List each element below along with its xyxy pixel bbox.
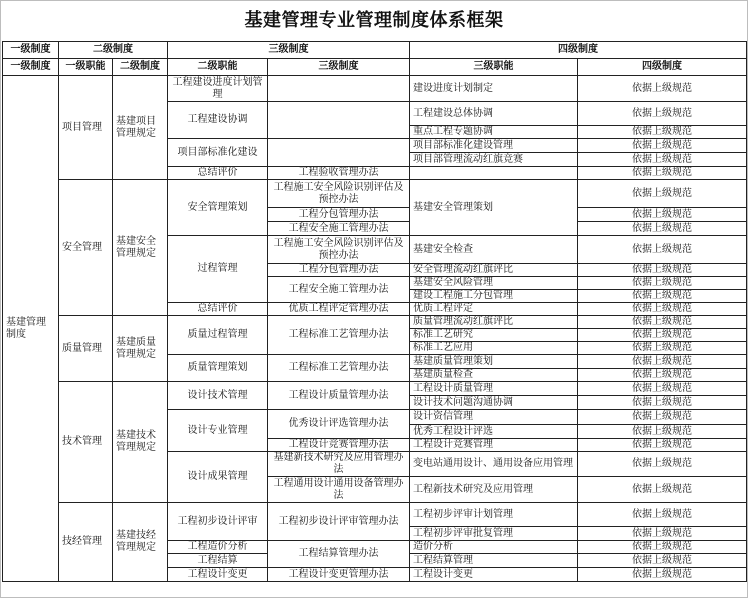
level4-regulation-cell: 依据上级规范 [578,76,747,102]
header-cell: 一级制度 [3,59,59,76]
level2-function-cell: 工程结算 [168,554,268,568]
header-cell: 二级职能 [168,59,268,76]
header-cell: 三级职能 [410,59,578,76]
level1-function-cell: 技术管理 [59,382,113,503]
table-row [3,76,747,102]
level4-regulation-cell: 依据上级规范 [578,277,747,290]
level4-regulation-cell: 依据上级规范 [578,342,747,355]
level3-function-cell: 工程初步评审批复管理 [410,527,578,541]
level2-function-cell: 质量管理策划 [168,355,268,382]
level3-function-cell: 基建安全检查 [410,236,578,264]
level3-regulation-cell: 工程通用设计通用设备管理办法 [268,477,410,503]
level1-regulation-cell: 基建管理制度 [3,76,59,582]
level3-function-cell: 工程初步评审计划管理 [410,503,578,527]
level4-regulation-cell: 依据上级规范 [578,554,747,568]
level3-function-cell: 基建质量检查 [410,369,578,382]
level4-regulation-cell: 依据上级规范 [578,396,747,410]
level3-function-cell: 建设进度计划制定 [410,76,578,102]
level3-regulation-cell [268,102,410,139]
level3-regulation-cell: 工程分包管理办法 [268,208,410,222]
level1-function-cell: 安全管理 [59,180,113,316]
header-cell: 一级制度 [3,42,59,59]
level3-function-cell: 工程设计竞赛管理 [410,439,578,452]
level3-regulation-cell: 工程安全施工管理办法 [268,222,410,236]
level3-function-cell: 工程设计质量管理 [410,382,578,396]
level4-regulation-cell: 依据上级规范 [578,439,747,452]
level3-function-cell: 安全管理流动红旗评比 [410,264,578,277]
level2-function-cell: 安全管理策划 [168,180,268,236]
level3-regulation-cell: 优秀设计评选管理办法 [268,410,410,439]
level4-regulation-cell: 依据上级规范 [578,222,747,236]
level4-regulation-cell: 依据上级规范 [578,410,747,425]
level2-regulation-cell: 基建质量管理规定 [113,316,168,382]
level3-regulation-cell: 工程验收管理办法 [268,167,410,180]
level2-function-cell: 总结评价 [168,167,268,180]
level3-function-cell: 工程设计变更 [410,568,578,582]
level4-regulation-cell: 依据上级规范 [578,139,747,153]
level3-function-cell: 工程结算管理 [410,554,578,568]
level2-function-cell: 总结评价 [168,303,268,316]
level4-regulation-cell: 依据上级规范 [578,541,747,554]
level3-function-cell: 造价分析 [410,541,578,554]
level3-function-cell: 项目部标准化建设管理 [410,139,578,153]
level4-regulation-cell: 依据上级规范 [578,527,747,541]
level3-regulation-cell: 工程施工安全风险识别评估及预控办法 [268,236,410,264]
level4-regulation-cell: 依据上级规范 [578,290,747,303]
level2-function-cell: 项目部标准化建设 [168,139,268,167]
level2-regulation-cell: 基建安全管理规定 [113,180,168,316]
level1-function-cell: 项目管理 [59,76,113,180]
system-framework-table [2,41,747,582]
level3-function-cell: 基建安全管理策划 [410,180,578,236]
level3-regulation-cell [268,139,410,167]
page-title: 基建管理专业管理制度体系框架 [244,10,504,31]
level4-regulation-cell: 依据上级规范 [578,452,747,477]
level3-function-cell: 基建安全风险管理 [410,277,578,290]
table-row [3,382,747,396]
level4-regulation-cell: 依据上级规范 [578,425,747,439]
level2-function-cell: 设计技术管理 [168,382,268,410]
header-row-1 [3,42,747,59]
level4-regulation-cell: 依据上级规范 [578,167,747,180]
level3-function-cell: 重点工程专题协调 [410,126,578,139]
level2-function-cell: 质量过程管理 [168,316,268,355]
level3-function-cell: 质量管理流动红旗评比 [410,316,578,329]
header-row-2 [3,59,747,76]
level3-regulation-cell: 工程标准工艺管理办法 [268,316,410,355]
level4-regulation-cell: 依据上级规范 [578,208,747,222]
level3-function-cell: 优秀工程设计评选 [410,425,578,439]
level3-regulation-cell: 工程标准工艺管理办法 [268,355,410,382]
level3-function-cell: 工程建设总体协调 [410,102,578,126]
level2-function-cell: 设计成果管理 [168,452,268,503]
level4-regulation-cell: 依据上级规范 [578,180,747,208]
level3-regulation-cell: 优质工程评定管理办法 [268,303,410,316]
level3-function-cell: 基建质量管理策划 [410,355,578,369]
level2-regulation-cell: 基建技术管理规定 [113,382,168,503]
level2-regulation-cell: 基建技经管理规定 [113,503,168,582]
level2-function-cell: 工程设计变更 [168,568,268,582]
level4-regulation-cell: 依据上级规范 [578,102,747,126]
level3-regulation-cell: 工程分包管理办法 [268,264,410,277]
header-cell: 三级制度 [168,42,410,59]
level3-regulation-cell: 工程安全施工管理办法 [268,277,410,303]
level1-function-cell: 质量管理 [59,316,113,382]
level2-function-cell: 过程管理 [168,236,268,303]
level3-function-cell: 标准工艺研究 [410,329,578,342]
level3-regulation-cell: 工程设计竞赛管理办法 [268,439,410,452]
level4-regulation-cell: 依据上级规范 [578,503,747,527]
level1-function-cell: 技经管理 [59,503,113,582]
level3-function-cell: 优质工程评定 [410,303,578,316]
header-cell: 三级制度 [268,59,410,76]
level3-function-cell: 项目部管理流动红旗竞赛 [410,153,578,167]
level4-regulation-cell: 依据上级规范 [578,126,747,139]
level3-regulation-cell: 工程设计质量管理办法 [268,382,410,410]
level2-function-cell: 工程建设进度计划管理 [168,76,268,102]
level3-function-cell [410,167,578,180]
header-cell: 二级制度 [59,42,168,59]
level4-regulation-cell: 依据上级规范 [578,568,747,582]
level4-regulation-cell: 依据上级规范 [578,153,747,167]
level2-function-cell: 工程造价分析 [168,541,268,554]
level4-regulation-cell: 依据上级规范 [578,316,747,329]
header-cell: 四级制度 [410,42,747,59]
level3-function-cell: 建设工程施工分包管理 [410,290,578,303]
level3-regulation-cell: 工程结算管理办法 [268,541,410,568]
table-row [3,180,747,208]
level3-regulation-cell: 工程施工安全风险识别评估及预控办法 [268,180,410,208]
level4-regulation-cell: 依据上级规范 [578,236,747,264]
level3-regulation-cell: 工程设计变更管理办法 [268,568,410,582]
header-cell: 四级制度 [578,59,747,76]
level3-function-cell: 设计技术问题沟通协调 [410,396,578,410]
level2-regulation-cell: 基建项目管理规定 [113,76,168,180]
level2-function-cell: 工程建设协调 [168,102,268,139]
level4-regulation-cell: 依据上级规范 [578,303,747,316]
level2-function-cell: 设计专业管理 [168,410,268,452]
level4-regulation-cell: 依据上级规范 [578,355,747,369]
level3-function-cell: 工程新技术研究及应用管理 [410,477,578,503]
level3-function-cell: 变电站通用设计、通用设备应用管理 [410,452,578,477]
level4-regulation-cell: 依据上级规范 [578,264,747,277]
header-cell: 二级制度 [113,59,168,76]
header-cell: 一级职能 [59,59,113,76]
level4-regulation-cell: 依据上级规范 [578,369,747,382]
table-row [3,316,747,329]
table-row [3,503,747,527]
level3-regulation-cell: 工程初步设计评审管理办法 [268,503,410,541]
level2-function-cell: 工程初步设计评审 [168,503,268,541]
level3-regulation-cell: 基建新技术研究及应用管理办法 [268,452,410,477]
level4-regulation-cell: 依据上级规范 [578,477,747,503]
level3-function-cell: 标准工艺应用 [410,342,578,355]
level3-regulation-cell [268,76,410,102]
level4-regulation-cell: 依据上级规范 [578,329,747,342]
level3-function-cell: 设计资信管理 [410,410,578,425]
level4-regulation-cell: 依据上级规范 [578,382,747,396]
